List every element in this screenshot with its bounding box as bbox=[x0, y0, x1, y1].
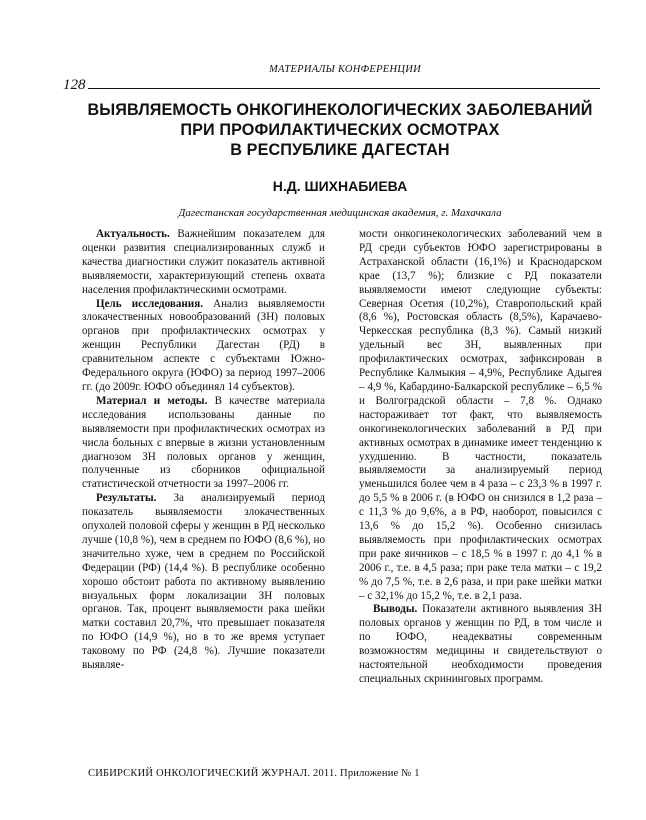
article-title bbox=[60, 100, 620, 160]
methods-paragraph bbox=[82, 395, 325, 492]
relevance-heading: Актуальность. bbox=[96, 228, 170, 240]
relevance-paragraph bbox=[82, 228, 325, 298]
relevance-text: Важнейшим показателем для оценки развития специализированных служб и качества диагностики служит показатель активной выявляемости, характеризующий степень охвата населения профилактическими осмотрами. bbox=[82, 228, 325, 296]
right-column bbox=[359, 228, 602, 687]
results-paragraph bbox=[82, 492, 325, 673]
conclusions-text: Показатели активного выявления ЗН половых органов у женщин по РД, в том числе и по ЮФО, неадекватны современным возможностям медицины и свидетельствуют о настоятельной необходимости проведения специальных скрининговых программ. bbox=[359, 603, 602, 685]
header-rule bbox=[88, 88, 600, 89]
results-heading: Результаты. bbox=[96, 492, 157, 505]
aim-text: Анализ выявляемости злокачественных новообразований (ЗН) половых органов при профилактических осмотрах у женщин Республики Дагестан (РД) в сравнительном аспекте с субъектами Южно-Федерального округа (ЮФО) за период 1997–2006 гг. (до 2009г. ЮФО объединял 14 субъектов). bbox=[82, 297, 325, 393]
methods-text: В качестве материала исследования использованы данные по выявляемости при профилактических осмотрах из числа больных с впервые в жизни установленным диагнозом ЗН половых органов у женщин, полученные из сборников официальной статистической отчетности за 1997–2006 гг. bbox=[82, 394, 326, 491]
conclusions-heading: Выводы. bbox=[373, 603, 418, 616]
results-continuation bbox=[359, 228, 602, 603]
aim-paragraph bbox=[82, 298, 325, 395]
journal-footer: СИБИРСКИЙ ОНКОЛОГИЧЕСКИЙ ЖУРНАЛ. 2011. Приложение № 1 bbox=[88, 768, 420, 779]
title-line: ВЫЯВЛЯЕМОСТЬ ОНКОГИНЕКОЛОГИЧЕСКИХ ЗАБОЛЕВАНИЙ bbox=[87, 101, 593, 119]
page-number: 128 bbox=[63, 77, 86, 93]
author-affiliation: Дагестанская государственная медицинская академия, г. Махачкала bbox=[178, 207, 502, 219]
author-name: Н.Д. ШИХНАБИЕВА bbox=[272, 178, 408, 194]
left-column bbox=[82, 228, 325, 673]
title-line: В РЕСПУБЛИКЕ ДАГЕСТАН bbox=[230, 141, 450, 159]
results-text-right: мости онкогинекологических заболеваний чем в РД среди субъектов ЮФО зарегистрированы в Астраханской области (16,1%) и Краснодарском крае (13,7 %); близкие с РД показатели выявляемости имеют следующие субъекты: Северная Осетия (10,2%), Ставропольский край (8,6 %), Ростовская область (8,5%), Карачаево-Черкесская республика (8,3 %). Самый низкий удельный вес ЗН, выявленных при профилактических осмотрах, зафиксирован в Республике Калмыкия – 4,9%, Республике Адыгея – 4,9 %, Кабардино-Балкарской республике – 6,5 % и Волгоградской области – 7,8 %. Однако настораживает тот факт, что выявляемость онкогинекологических заболеваний в РД при активных осмотрах в динамике имеет тенденцию к ухудшению. В частности, показатель выявляемости за анализируемый период уменьшился более чем в 4 раза – с 23,3 % в 1997 г. до 5,5 % в 2006 г. (в ЮФО он снизился в 1,2 раза – с 11,3 % до 9,6%, а в РФ, наоборот, повысился с 13,6 % до 15,2 %). Особенно снизилась выявляемость при профилактических осмотрах при раке яичников – с 18,5 % в 1997 г. до 4,1 % в 2006 г., т.е. в 4,5 раза; при раке тела матки – с 19,2 % до 7,5 %, т.е. в 2,6 раза, и при раке шейки матки – с 32,1% до 15,2 %, т.е. в 2,1 раза. bbox=[359, 228, 602, 602]
methods-heading: Материал и методы. bbox=[96, 394, 208, 407]
conclusions-paragraph bbox=[359, 603, 602, 686]
running-head: МАТЕРИАЛЫ КОНФЕРЕНЦИИ bbox=[268, 64, 422, 75]
title-line: ПРИ ПРОФИЛАКТИЧЕСКИХ ОСМОТРАХ bbox=[180, 121, 500, 139]
results-text-left: За анализируемый период показатель выявляемости злокачественных опухолей половой сферы у женщин в РД несколько лучше (10,8 %), чем в среднем по ЮФО (8,6 %), но значительно хуже, чем в среднем по Российской Федерации (РФ) (14,4 %). В республике особенно хорошо обстоит работа по активному выявлению визуальных форм локализации ЗН половых органов. Так, процент выявляемости рака шейки матки составил 20,7%, что превышает показателя по ЮФО (14,9 %), но в то же время уступает таковому по РФ (24,8 %). Лучшие показатели выявляе- bbox=[82, 492, 325, 672]
aim-heading: Цель исследования. bbox=[96, 297, 203, 310]
